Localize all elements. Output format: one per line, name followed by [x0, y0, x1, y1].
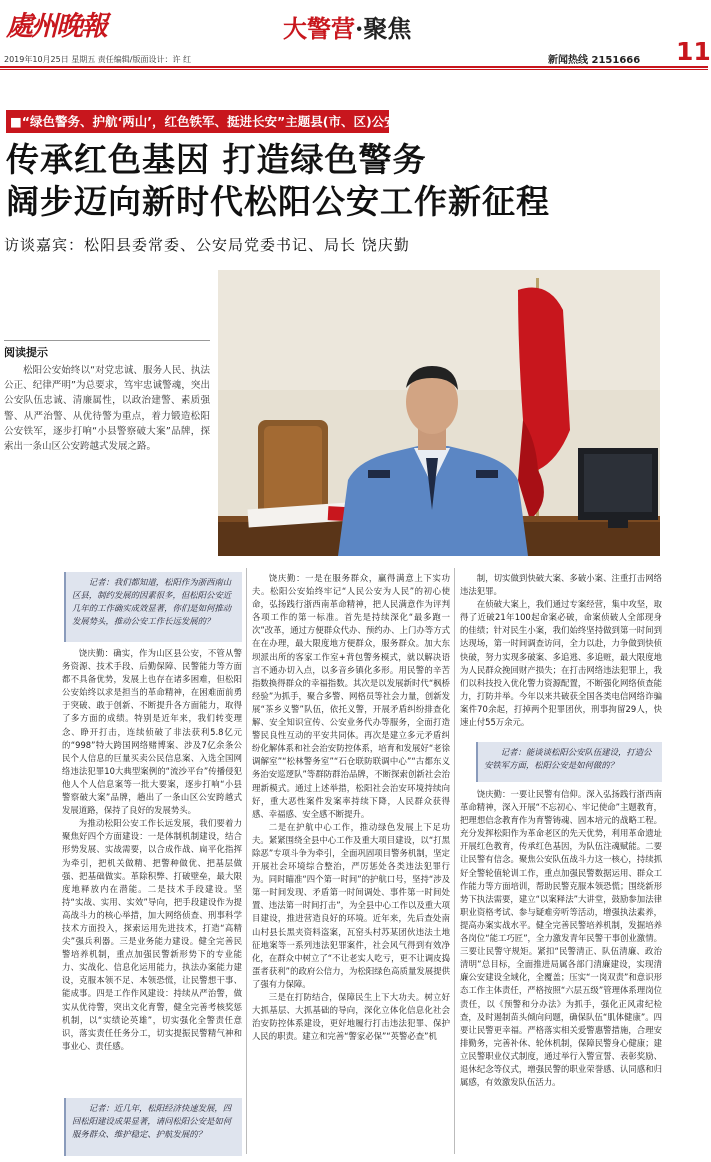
paragraph: 三是在打防结合，保障民生上下大功夫。树立好大抓基层、大抓基础的导向，深化立体化信息化社会治安防控体系建设，更好地履行打击违法犯罪、保护人民的职责。建立和完善“警家必保”“英警必查”机 — [252, 992, 450, 1042]
question-3: 记者：能谈谈松阳公安队伍建设，打造公安铁军方面，松阳公安是如何做的？ — [476, 742, 662, 782]
masthead-rule — [0, 66, 708, 68]
paragraph: 制，切实做到快破大案、多破小案、注重打击网络违法犯罪。 — [460, 573, 662, 597]
column-3-body-top — [460, 572, 662, 738]
masthead-rule-thin — [0, 69, 708, 70]
column-rule-2 — [454, 568, 455, 1154]
paragraph: 在侦破大案上，我们通过专案经营，集中攻坚，取得了近破21年100起命案必破，命案侦破人全部现身的佳绩；针对民生小案，我们始终坚持做到第一时间到达现场，第一时间调查访问，全力以赴，力争做到快侦快破，努力实现多破案、多追逃、多追赃，最大限度地为人民群众挽回财产损失；在打击网络违法犯罪上，我们以科技投入优化警力资源配置，不断强化网络侦查能力，打防并举。今年以来共破获全国各类电信网络诈骗案件70余起，打掉两个犯罪团伙，刑事拘留29人，快速止付55万余元。 — [460, 599, 662, 728]
headline-line-2: 阔步迈向新时代松阳公安工作新征程 — [6, 182, 550, 221]
portrait-illustration — [218, 270, 660, 556]
column-1-body — [62, 647, 242, 1095]
section-title — [283, 12, 443, 46]
portrait-photo — [218, 270, 660, 556]
column-3-body-bottom — [460, 788, 662, 1156]
section-name-main: 大警营 — [283, 15, 355, 43]
paragraph: 饶庆勤：一要让民警有信仰。深入弘扬践行浙西南革命精神，深入开展“不忘初心、牢记使命”主题教育，把理想信念教育作为育警铸魂、固本培元的战略工程。充分发挥松阳作为革命老区的先天优势，利用革命遗址开展红色教育，传承红色基因，为队伍注魂赋能。二要让民警有信念。聚焦公安队伍战斗力这一核心，持续抓好全警轮值轮训工作，重点加强民警数据运用、群众工作能力等方面培训，帮助民警克服本领恐慌；围绕新形势下执法需要，建立“以案释法”大讲堂，鼓励参加法律职业资格考试、参与疑难旁听等活动，增强执法素养，提高办案实战水平。健全完善民警培养机制，发掘培养各岗位“能工巧匠”，全力激发青年民警干事创业激情。三要让民警守规矩。紧扣“民警清正、队伍清廉、政治清明”总目标，全面推进局属各部门清廉建设，实现清廉公安建设全域化，全覆盖；压实“一岗双责”和意识形态工作主体责任，严格按照“六层五级”管理体系理岗位责任，以《预警和分办法》为抓手，强化正风肃纪检查，及时遏制苗头倾向问题，确保队伍“肌体健康”。四要让民警更幸福。严格落实相关爱警惠警措施，合理安排勤务，完善补休、轮休机制，保障民警身心健康；建立民警职业仪式制度，通过举行入警宣誓、表彰奖励、退休纪念等仪式，增强民警的职业荣誉感、认同感和归属感，有效激发队伍活力。 — [460, 789, 662, 1088]
page-number: 11 — [676, 37, 711, 66]
paragraph: 饶庆勤：一是在服务群众，赢得满意上下实功夫。松阳公安始终牢记“人民公安为人民”的初心使命，弘扬践行浙西南革命精神，把人民满意作为评判各项工作的第一标准。首先是持续深化“最多跑一次”改革，通过方便群众代办、预约办、上门办等方式在在办理，最大限度地方便群众，服务群众。加大东坝派出所的客家工作室+背包警务模式，就以解决语言不通办切入点，以多音乡镇化多形。用民警的辛苦指数换得群众的幸福指数。其次是以发展新时代“枫桥经验”为抓手，聚合多警、网格员等社会力量，创新发展“茶乡义警”队伍，依托义警，开展矛盾纠纷排查化解、安全知识宣传、公安业务代办等服务，全面打造警民良性互动的平安共同体。再次是建立多元矛盾纠纷化解体系和社会治安防控体系，培育和发展好“老徐调解室”“松林警务室”“石仓联防联调中心”“古都东义务治安巡逻队”等群防群治品牌，不断探索创新社会治理新模式。通过上述举措，松阳社会治安环境持续向好，重大恶性案件发案率持续下降，人民群众获得感、幸福感、安全感不断提升。 — [252, 573, 450, 819]
interview-guest: 访谈嘉宾：松阳县委常委、公安局党委书记、局长 饶庆勤 — [4, 236, 410, 254]
section-name-suffix: ·聚焦 — [355, 14, 412, 43]
column-2-body — [252, 572, 450, 1156]
series-banner: ■“绿色警务、护航‘两山’，红色铁军、挺进长安”主题县(市、区)公安局长访谈 — [6, 110, 389, 133]
paragraph: 为推动松阳公安工作长远发展，我们要着力聚焦好四个方面建设：一是体制机制建设，结合形势发展、实战需要，以合成作战、扁平化指挥为牵引，把机关做精、把警种做优、把基层做强、把基础做实。革除积弊、打破壁垒，最大限度地释放内在潜能。二是技术手段建设。坚持“实战、实用、实效”导向，把手段建设作为提高战斗力的核心举措，加大网络侦查、刑事科学技术方面投入，探索运用先进技术，打造“高精尖”强兵利器。三是业务能力建设。健全完善民警培养机制，重点加强民警新形势下的专业能力、实战化、信息化运用能力，执法办案能力建设，克服本领不足、本领恐慌，让民警想干事、能成事。四是工作作风建设：持续从严治警，做实从优待警，突出文化育警，健全完善考核奖惩机制，以“实绩论英雄”，切实强化全警责任意识，落实责任任务分工，切实提振民警精气神和事业心、责任感。 — [62, 818, 242, 1051]
question-2: 记者：近几年，松阳经济快速发展，四回松阳建设成果显著，请问松阳公安是如何服务群众、维护稳定、护航发展的？ — [64, 1098, 242, 1156]
paragraph: 饶庆勤：确实，作为山区县公安，不管从警务资源、技术手段、后勤保障、民警能力等方面都不具备优势，发展上也存在诸多困难，但松阳公安始终以求是担当的革命精神，在困难面前勇于突破、敢于创新、不断提升各方面能力，取得了多方面的成绩。特别是近年来，我们转变理念、睁开打击，连续侦破了非法获利5.8亿元的“998”特大跨国网络赌博案、涉及7亿余条公民个人信息的巨量买卖公民信息案、入选全国网络违法犯罪10大典型案例的“流沙平台”传播侵犯他人个人信息案等一批大要案，逐步打响“小县警察破大案”品牌，趟出了一条山区公安跨越式发展道路，保持了良好的发展势头。 — [62, 648, 242, 816]
column-rule-1 — [246, 568, 247, 1154]
date-line: 2019年10月25日 星期五 责任编辑/版面设计：许 红 — [4, 55, 192, 64]
guide-divider — [4, 340, 210, 341]
question-1: 记者：我们都知道，松阳作为浙西南山区县，制约发展的因素很多，但松阳公安近几年的工作确实成效显著，你们是如何推动发展势头，推动公安工作长远发展的？ — [64, 572, 242, 642]
paragraph: 二是在护航中心工作，推动绿色发展上下足功夫。紧紧围绕全县中心工作及重大项目建设，以“打黑除恶”专项斗争为牵引，全面巩固项目警务机制，坚定开展社会环境综合整治，严厉惩处各类违法犯罪行为。同时瞄准“四个第一时间”的护航口号，坚持“涉及第一时间发现、矛盾第一时间调处、事件第一时间处置、违法第一时间打击”，为全县中心工作以及重大项目建设，推进营造良好的环境。近年来，先后查处南山村县长黑夹资料盗案，瓦窑头村苏某团伙违法土地征地案等一系列违法犯罪案件，社会风气得到有效净化，在群众中树立了“不让老实人吃亏，更不让调皮捣蛋者获利”的政府公信力，为松阳绿色高质量发展提供了强有力保障。 — [252, 821, 450, 989]
news-hotline: 新闻热线 2151666 — [548, 55, 641, 66]
headline-line-1: 传承红色基因 打造绿色警务 — [6, 140, 427, 179]
reading-guide-text: 松阳公安始终以“对党忠诚、服务人民、执法公正、纪律严明”为总要求，笃牢忠诚警魂，突出公安队伍忠诚、清廉属性，以政治建警、素质强警、从严治警、从优待警为重点，着力锻造松阳公安铁军，逐步打响“小县警察破大案”品牌，探索出一条山区公安跨越式发展之路。 — [4, 365, 210, 453]
reading-guide-title: 阅读提示 — [4, 346, 48, 359]
newspaper-logo: 處州晚報 — [6, 11, 106, 42]
